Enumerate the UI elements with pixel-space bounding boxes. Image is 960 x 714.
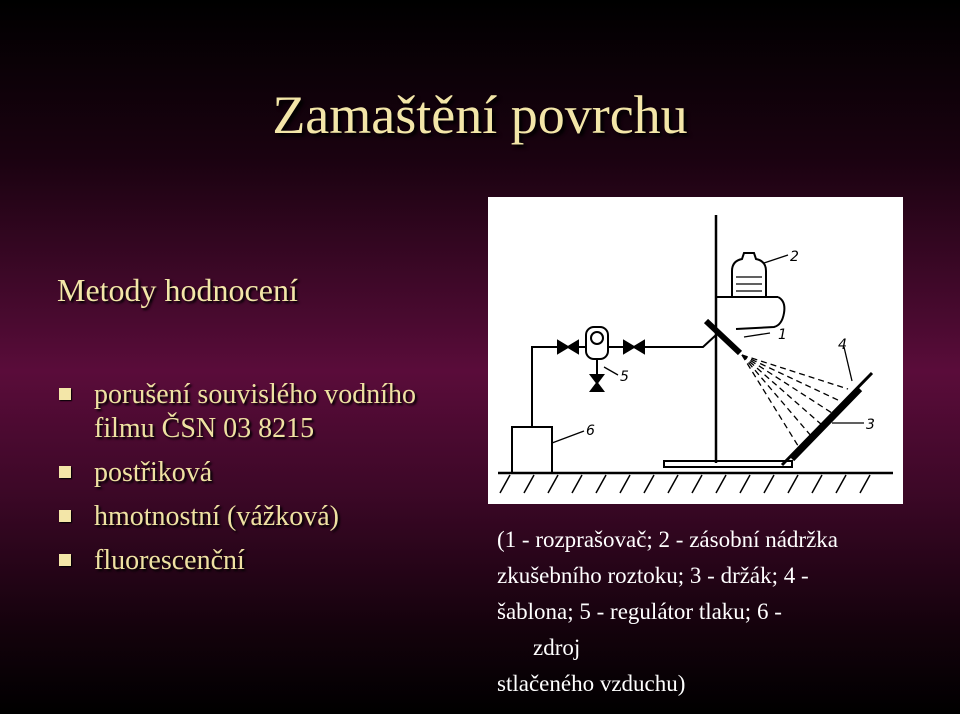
label-5: 5 — [620, 369, 629, 385]
caption-line: zkušebního roztoku; 3 - držák; 4 - — [497, 563, 809, 588]
sprayer-nozzle — [706, 321, 740, 353]
air-pipe — [532, 347, 558, 427]
square-bullet-icon — [59, 388, 71, 400]
valve-icon — [558, 341, 578, 353]
label-2: 2 — [790, 249, 799, 265]
caption-line: šablona; 5 - regulátor tlaku; 6 - — [497, 599, 782, 624]
valve-icon — [591, 375, 603, 391]
square-bullet-icon — [59, 510, 71, 522]
air-source-box — [512, 427, 552, 473]
bullet-item — [57, 500, 477, 534]
bullet-item — [57, 544, 477, 578]
reservoir-bottle — [732, 253, 766, 297]
leader-lines — [552, 255, 864, 443]
label-6: 6 — [586, 423, 595, 439]
caption-line: stlačeného vzduchu) — [497, 671, 686, 696]
label-1: 1 — [778, 327, 787, 343]
template-plate — [792, 389, 860, 459]
bullet-text: postřiková — [94, 457, 213, 488]
floor-hatching — [500, 475, 870, 493]
feed-tube — [736, 297, 784, 329]
spray-cone — [742, 355, 848, 449]
apparatus-diagram — [488, 197, 903, 504]
bullet-list — [57, 378, 477, 588]
caption-line: (1 - rozprašovač; 2 - zásobní nádržka — [497, 527, 839, 552]
bullet-text: filmu ČSN 03 8215 — [94, 413, 315, 444]
bullet-item — [57, 378, 477, 446]
bullet-text: hmotnostní (vážková) — [94, 501, 339, 532]
caption-line: zdroj — [533, 635, 581, 660]
bullet-text: fluorescenční — [94, 545, 245, 576]
air-pipe — [644, 335, 716, 347]
square-bullet-icon — [59, 466, 71, 478]
label-4: 4 — [838, 337, 847, 353]
slide-subtitle: Metody hodnocení — [57, 272, 298, 308]
figure-caption — [497, 522, 937, 702]
valve-icon — [624, 341, 644, 353]
spray-apparatus-drawing — [488, 197, 903, 504]
slide-title: Zamaštění povrchu — [272, 85, 688, 145]
square-bullet-icon — [59, 554, 71, 566]
gauge-icon — [591, 332, 603, 344]
bullet-item — [57, 456, 477, 490]
label-3: 3 — [866, 417, 875, 433]
bullet-text: porušení souvislého vodního — [94, 379, 416, 410]
stand-base — [664, 461, 792, 467]
